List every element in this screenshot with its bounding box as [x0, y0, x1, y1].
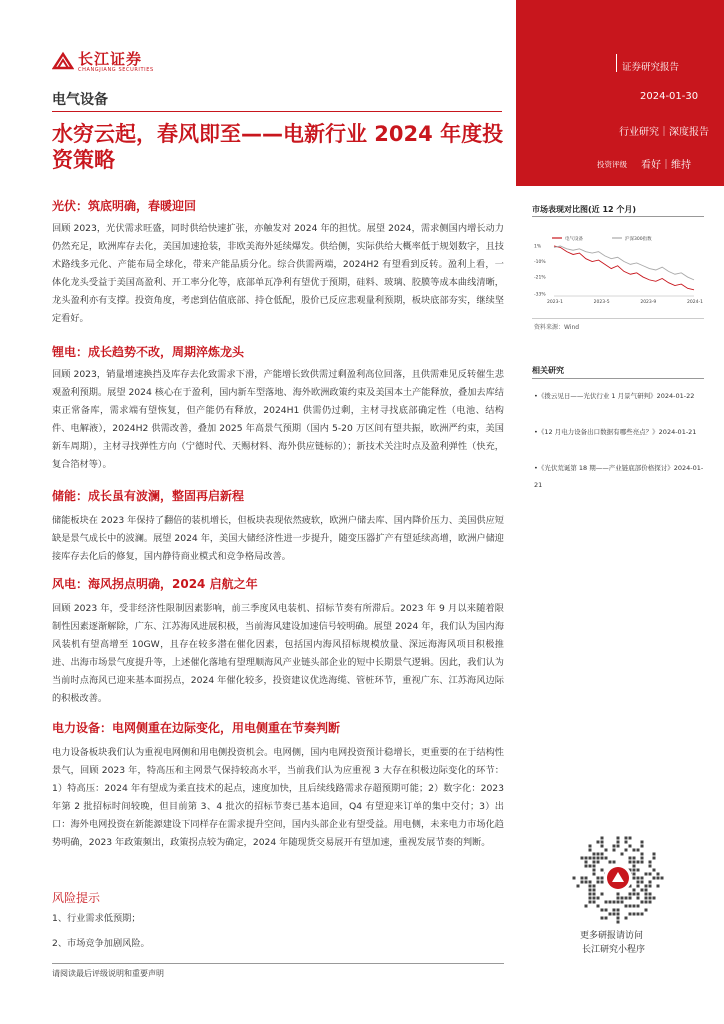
legend-label: 沪深300指数 [625, 237, 652, 242]
title-divider [52, 111, 502, 112]
x-tick-label: 2023-9 [640, 300, 657, 305]
meta-divider [616, 54, 617, 72]
x-tick-label: 2024-1 [687, 300, 703, 305]
related-research-heading: 相关研究 [532, 366, 564, 375]
chart-bottom-rule [532, 318, 704, 319]
series-line-sector [554, 246, 694, 290]
report-date: 2024-01-30 [640, 91, 699, 102]
report-title: 水穷云起，春风即至——电新行业 2024 年度投资策略 [52, 122, 504, 172]
section-heading-battery: 锂电：成长趋势不改，周期淬炼龙头 [52, 345, 245, 359]
x-tick-label: 2023-1 [547, 300, 563, 305]
brand-name-en: CHANGJIANG SECURITIES [78, 67, 154, 73]
rating-label: 投资评级 [597, 160, 627, 169]
related-item[interactable]: •《光伏荒诞第 18 期——产业链底部价格探讨》2024-01-21 [534, 464, 704, 489]
section-body-pv: 回顾 2023，光伏需求旺盛，同时供给快速扩张，亦触发对 2024 年的担忧。展望 2024，需求侧国内增长动力仍然充足，欧洲库存去化，美国加速抢装，非欧美海外延续爆发。供给侧，实际供给大概率低于规划数字，且技术路线多元化、产能布局全球化，带来产能品质分化。综合供需两端，2024H2 有望看到反转。盈利上看，一体化龙头受益于美国高盈利、开工率分化等，底部单瓦净利有望优于预期，硅料、玻璃、胶膜等成本曲线清晰，龙头盈利亦有支撑。投资角度，考虑到估值底部、持仓低配，股价已反应悲观量利预期，板块底部夯实，继续坚定看好。 [52, 223, 504, 324]
section-body-wind: 回顾 2023 年，受非经济性限制因素影响，前三季度风电装机、招标节奏有所滞后。2023 年 9 月以来随着限制性因素逐渐解除，广东、江苏海风进展积极，当前海风建设加速信号较明确。展望 2024 年，我们认为国内海风装机有望高增至 10GW，且存在较多潜在催化因素，包括国内海风招标规模放量、深远海海风项目积极推进、出海市场景气度提升等，上述催化落地有望理顺海风产业链头部企业的短中长期景气逻辑。因此，我们认为当前时点海风已迎来基本面拐点，2024 年催化较多，投资建议优选海缆、管桩环节，重视广东、江苏海风边际的积极改善。 [52, 603, 504, 704]
x-tick-label: 2023-5 [593, 300, 610, 305]
brand-mark-icon [52, 50, 74, 72]
section-heading-storage: 储能：成长虽有波澜，整固再启新程 [52, 489, 245, 503]
footer-divider [52, 963, 504, 964]
qr-caption: 长江研究小程序 [582, 945, 646, 955]
risk-item: 1、行业需求低预期； [52, 913, 141, 924]
y-tick-label: 1% [534, 244, 542, 250]
brand-name: 长江证券 [78, 50, 143, 68]
y-tick-label: -10% [534, 260, 546, 266]
section-body-battery: 回顾 2023，销量增速换挡及库存去化致需求下滑，产能增长致供需过剩盈利高位回落，且供需难见反转催生悲观盈利预期。展望 2024 核心在于盈利，国内新车型落地、海外欧洲政策约束及美国本土产能释放，叠加去库结束正常备库，需求端有望恢复，但产能仍有释放，2024H1 供需仍过剩，主材寻找底部确定性（电池、结构件、电解液），2024H2 供需改善，叠加 2025 年高景气预期（国内 5-20 万区间有望共振，欧洲严约束，美国新车周期），主材寻找弹性方向（宁德时代、天赐材料、海外供应链标的）；新技术关注时点及盈利弹性（快充，复合箔材等）。 [52, 369, 504, 470]
risk-heading: 风险提示 [52, 891, 101, 905]
series-line-index [554, 246, 694, 280]
brand-logo [52, 48, 202, 78]
section-heading-power: 电力设备：电网侧重在边际变化，用电侧重在节奏判断 [52, 721, 341, 735]
section-heading-wind: 风电：海风拐点明确，2024 启航之年 [52, 577, 258, 591]
related-item[interactable]: •《12 月电力设备出口数据有哪些亮点？》2024-01-21 [534, 428, 697, 436]
chart-title: 市场表现对比图(近 12 个月) [532, 205, 637, 214]
section-body-storage: 储能板块在 2023 年保持了翻倍的装机增长，但板块表现依然疲软，欧洲户储去库、国内降价压力、美国供应短缺是景气成长中的波澜。展望 2024 年，美国大储经济性进一步提升，随变压器扩产有望延续高增，欧洲户储迎接库存去化后的修复，国内静待商业模式和竞争格局改善。 [52, 515, 504, 562]
footer-note: 请阅读最后评级说明和重要声明 [52, 969, 164, 978]
y-tick-label: -21% [534, 275, 546, 281]
report-tag: 证券研究报告 [622, 62, 680, 73]
report-type: 行业研究｜深度报告 [619, 127, 709, 138]
risk-item: 2、市场竞争加剧风险。 [52, 938, 150, 949]
related-item[interactable]: •《拨云见日——光伏行业 1 月景气研判》2024-01-22 [534, 392, 695, 400]
report-category: 电气设备 [52, 92, 108, 108]
section-heading-pv: 光伏：筑底明确，春暖迎回 [52, 199, 197, 213]
chart-top-rule [532, 216, 704, 217]
qr-code-icon[interactable] [572, 832, 664, 924]
related-divider [532, 378, 704, 379]
chart-source: 资料来源：Wind [534, 324, 580, 331]
market-performance-chart [532, 222, 704, 314]
legend-label: 电气设备 [565, 237, 583, 242]
rating-value: 看好｜维持 [641, 160, 691, 171]
y-tick-label: -33% [534, 292, 546, 298]
qr-caption: 更多研报请访问 [580, 931, 644, 941]
section-body-power: 电力设备板块我们认为重视电网侧和用电侧投资机会。电网侧，国内电网投资预计稳增长，更重要的在于结构性景气，回顾 2023 年，特高压和主网景气保持较高水平，当前我们认为应重视 3 大存在积极边际变化的环节：1）特高压：2024 年有望成为柔直技术的起点，速度加快，且后续线路需求存超预期可能；2）数字化：2023 年第 2 批招标时间较晚，但目前第 3、4 批次的招标节奏已基本追回，Q4 有望迎来订单的集中交付；3）出口：海外电网投资在新能源建设下同样存在需求提升空间，国内头部企业有望受益。用电侧，未来电力市场化趋势明确，2023 年政策频出，政策拐点较为确定，2024 年随现货交易展开有望加速，重视发展节奏的判断。 [52, 747, 504, 848]
